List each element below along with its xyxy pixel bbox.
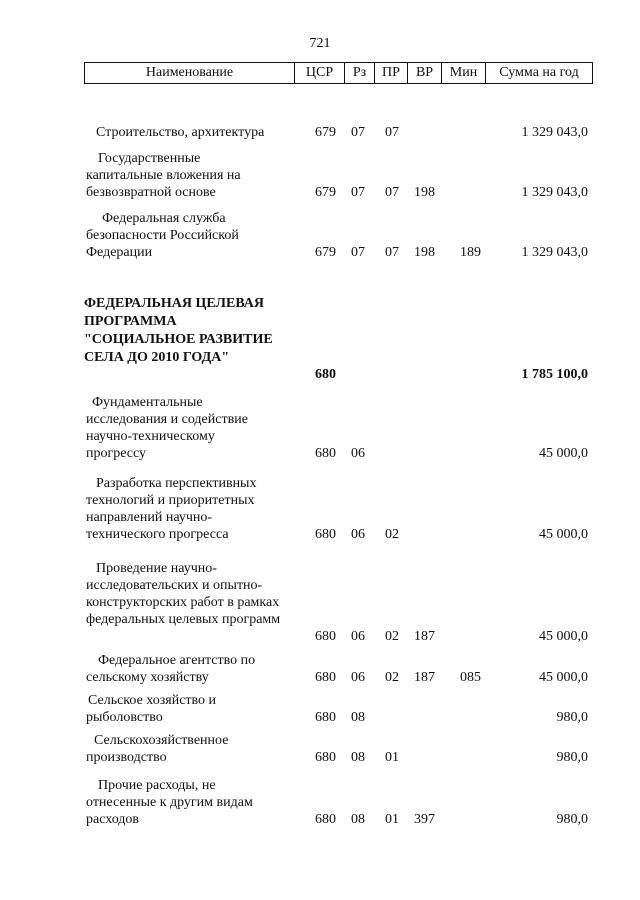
row-pr: 02 <box>385 670 399 685</box>
row-sum: 1 329 043,0 <box>521 125 588 140</box>
row-sum: 45 000,0 <box>539 446 588 461</box>
row-pr: 01 <box>385 750 399 765</box>
row-sum: 1 329 043,0 <box>521 185 588 200</box>
row-pr: 07 <box>385 245 399 260</box>
table-row <box>0 295 640 383</box>
row-sum: 980,0 <box>556 750 588 765</box>
row-name: Фундаментальные исследования и содействие научно-техническому прогрессу <box>86 395 248 461</box>
row-vr: 397 <box>414 812 435 827</box>
row-name: Проведение научно-исследовательских и опытно-конструкторских работ в рамках федеральных целевых программ <box>86 561 281 627</box>
table-row <box>0 210 640 261</box>
row-sum: 45 000,0 <box>539 629 588 644</box>
header-csr: ЦСР <box>295 63 345 84</box>
row-rz: 07 <box>351 245 365 260</box>
row-name: Сельскохозяйственное производство <box>86 733 229 765</box>
row-vr: 187 <box>414 629 435 644</box>
row-rz: 06 <box>351 629 365 644</box>
row-name: Федеральное агентство по сельскому хозяйству <box>86 653 256 685</box>
header-rz: Рз <box>345 63 375 84</box>
row-name: Прочие расходы, не отнесенные к другим видам расходов <box>86 778 253 827</box>
row-rz: 08 <box>351 812 365 827</box>
row-pr: 02 <box>385 629 399 644</box>
table-row <box>0 124 640 141</box>
row-rz: 07 <box>351 125 365 140</box>
table-row <box>0 394 640 462</box>
row-rz: 07 <box>351 185 365 200</box>
row-csr: 680 <box>315 367 336 382</box>
header-sum: Сумма на год <box>486 63 593 84</box>
row-pr: 07 <box>385 185 399 200</box>
row-pr: 01 <box>385 812 399 827</box>
row-min: 085 <box>460 670 481 685</box>
page-number: 721 <box>309 36 331 51</box>
row-rz: 08 <box>351 710 365 725</box>
header-pr: ПР <box>375 63 408 84</box>
row-csr: 680 <box>315 629 336 644</box>
table-row <box>0 692 640 726</box>
table-row <box>0 732 640 766</box>
row-name: ФЕДЕРАЛЬНАЯ ЦЕЛЕВАЯ ПРОГРАММА "СОЦИАЛЬНОЕ РАЗВИТИЕ СЕЛА ДО 2010 ГОДА" <box>84 296 273 365</box>
row-vr: 187 <box>414 670 435 685</box>
table-row <box>0 652 640 686</box>
row-rz: 08 <box>351 750 365 765</box>
row-pr: 07 <box>385 125 399 140</box>
table-row <box>0 777 640 828</box>
row-vr: 198 <box>414 245 435 260</box>
row-min: 189 <box>460 245 481 260</box>
row-sum: 1 329 043,0 <box>521 245 588 260</box>
table-row <box>0 475 640 543</box>
row-name: Сельское хозяйство и рыболовство <box>86 693 217 725</box>
row-csr: 680 <box>315 527 336 542</box>
row-name: Разработка перспективных технологий и приоритетных направлений научно-технического прогресса <box>86 476 257 542</box>
header-vr: ВР <box>408 63 442 84</box>
header-name: Наименование <box>85 63 295 84</box>
row-csr: 680 <box>315 750 336 765</box>
row-name: Федеральная служба безопасности Российской Федерации <box>86 211 239 260</box>
row-rz: 06 <box>351 670 365 685</box>
table-row <box>0 560 640 645</box>
row-sum: 45 000,0 <box>539 527 588 542</box>
header-min: Мин <box>442 63 486 84</box>
row-csr: 680 <box>315 446 336 461</box>
row-sum: 980,0 <box>556 812 588 827</box>
row-rz: 06 <box>351 446 365 461</box>
row-csr: 679 <box>315 245 336 260</box>
row-csr: 679 <box>315 125 336 140</box>
row-name: Строительство, архитектура <box>96 125 265 140</box>
row-csr: 679 <box>315 185 336 200</box>
row-rz: 06 <box>351 527 365 542</box>
row-vr: 198 <box>414 185 435 200</box>
row-sum: 1 785 100,0 <box>521 367 588 382</box>
row-name: Государственные капитальные вложения на безвозвратной основе <box>86 151 241 200</box>
row-sum: 45 000,0 <box>539 670 588 685</box>
row-csr: 680 <box>315 670 336 685</box>
row-csr: 680 <box>315 812 336 827</box>
row-sum: 980,0 <box>556 710 588 725</box>
row-pr: 02 <box>385 527 399 542</box>
row-csr: 680 <box>315 710 336 725</box>
table-row <box>0 150 640 201</box>
column-header <box>84 62 593 84</box>
